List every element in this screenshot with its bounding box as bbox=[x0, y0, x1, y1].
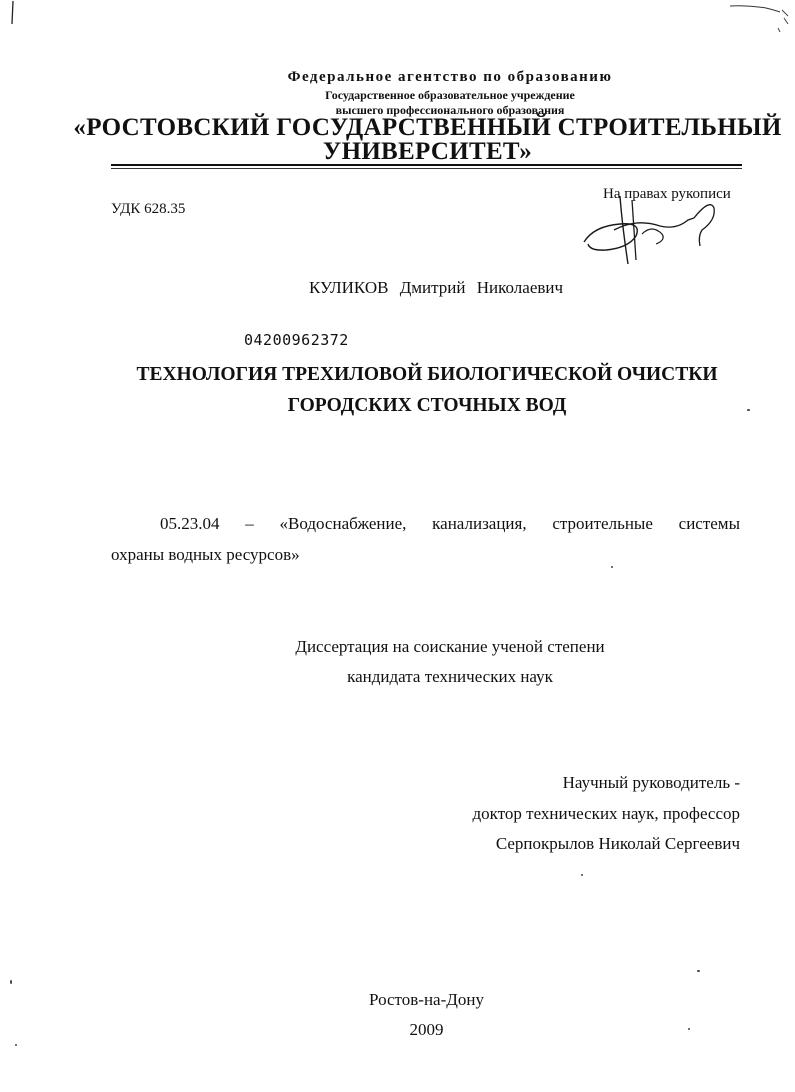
supervisor-name: Серпокрылов Николай Сергеевич bbox=[495, 834, 740, 853]
header-divider bbox=[111, 164, 742, 166]
university-name-line-1: «РОСТОВСКИЙ ГОСУДАРСТВЕННЫЙ СТРОИТЕЛЬНЫЙ bbox=[73, 114, 782, 141]
city: Ростов-на-Дону bbox=[369, 990, 484, 1009]
degree-line-1: Диссертация на соискание ученой степени bbox=[295, 637, 605, 656]
specialty-line-1: 05.23.04 – «Водоснабжение, канализация, строительные системы bbox=[160, 514, 740, 533]
supervisor-degree: доктор технических наук, профессор bbox=[472, 804, 740, 823]
institution-level: высшего профессионального образования bbox=[335, 103, 565, 117]
scan-speck bbox=[697, 970, 700, 972]
manuscript-rights-note: На правах рукописи bbox=[603, 186, 731, 202]
degree-line-2: кандидата технических наук bbox=[347, 667, 553, 686]
scan-speck bbox=[581, 874, 583, 876]
institution-type: Государственное образовательное учреждение bbox=[325, 88, 575, 102]
author-name: КУЛИКОВ Дмитрий Николаевич bbox=[309, 278, 564, 297]
catalog-number: 04200962372 bbox=[244, 331, 349, 349]
scan-speck bbox=[15, 1044, 17, 1046]
dissertation-title-line-1: ТЕХНОЛОГИЯ ТРЕХИЛОВОЙ БИОЛОГИЧЕСКОЙ ОЧИСТКИ bbox=[136, 364, 718, 385]
header-divider-thin bbox=[111, 168, 742, 169]
scan-speck bbox=[10, 980, 12, 984]
dissertation-title-line-2: ГОРОДСКИХ СТОЧНЫХ ВОД bbox=[287, 395, 567, 416]
agency-name: Федеральное агентство по образованию bbox=[287, 69, 613, 85]
udk-code: УДК 628.35 bbox=[111, 201, 186, 217]
scan-artifact-top-right-mark bbox=[728, 2, 790, 36]
year: 2009 bbox=[409, 1020, 444, 1039]
handwritten-signature bbox=[576, 190, 726, 268]
scan-artifact-top-left-mark bbox=[8, 0, 18, 28]
scan-speck bbox=[611, 566, 613, 568]
specialty-line-2: охраны водных ресурсов» bbox=[111, 545, 300, 564]
university-name-line-2: УНИВЕРСИТЕТ» bbox=[322, 138, 533, 165]
supervisor-role: Научный руководитель - bbox=[562, 773, 740, 792]
